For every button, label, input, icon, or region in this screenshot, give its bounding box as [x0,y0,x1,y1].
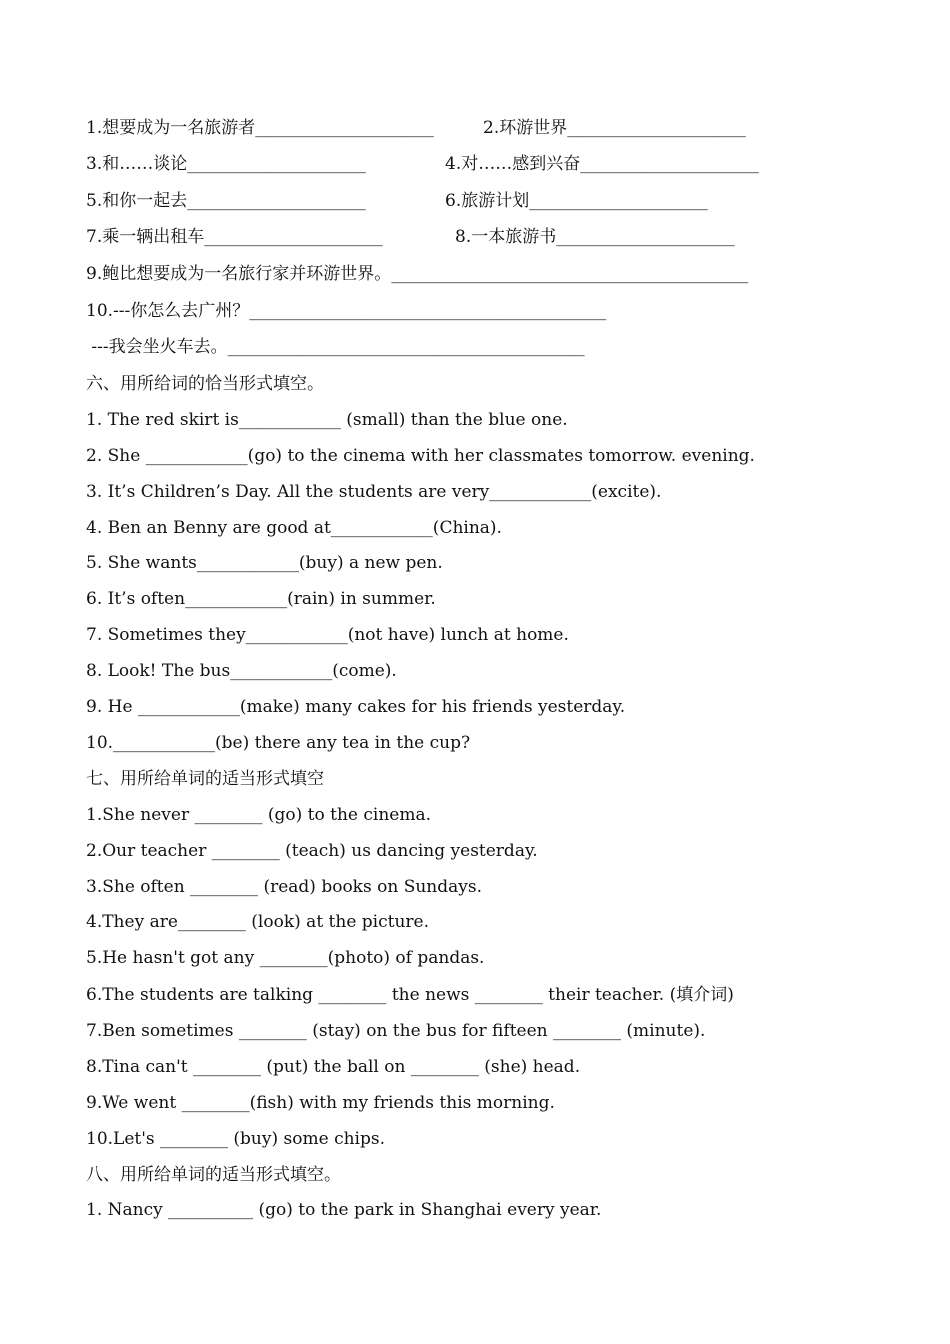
section7-item: 6.The students are talking ________ the news ________ their teacher. (填介词) [86,985,734,1005]
vocab-item-2: 2.环游世界_____________________ [483,118,746,138]
section8-item: 1. Nancy __________ (go) to the park in Shanghai every year. [86,1200,602,1220]
section7-item: 4.They are________ (look) at the picture. [86,912,430,932]
translate-item-10-answer: ---我会坐火车去。__________________________________________ [86,337,585,357]
section6-heading: 六、用所给词的恰当形式填空。 [86,374,324,394]
section7-item: 8.Tina can't ________ (put) the ball on ________ (she) head. [86,1057,581,1077]
section7-item: 1.She never ________ (go) to the cinema. [86,805,432,825]
section7-item: 9.We went ________(fish) with my friends this morning. [86,1093,555,1113]
section7-item: 3.She often ________ (read) books on Sundays. [86,877,482,897]
section7-heading: 七、用所给单词的适当形式填空 [86,769,324,789]
vocab-item-4: 4.对……感到兴奋_____________________ [445,154,759,174]
section7-item: 7.Ben sometimes ________ (stay) on the bus for fifteen ________ (minute). [86,1021,706,1041]
section7-item: 5.He hasn't got any ________(photo) of pandas. [86,948,485,968]
section6-item: 8. Look! The bus____________(come). [86,661,397,681]
vocab-item-3: 3.和……谈论_____________________ [86,154,366,174]
vocab-item-5: 5.和你一起去_____________________ [86,191,366,211]
section6-item: 6. It’s often____________(rain) in summer. [86,589,436,609]
section6-item: 5. She wants____________(buy) a new pen. [86,553,443,573]
section6-item: 7. Sometimes they____________(not have) lunch at home. [86,625,569,645]
section6-item: 9. He ____________(make) many cakes for his friends yesterday. [86,697,626,717]
section7-item: 2.Our teacher ________ (teach) us dancing yesterday. [86,841,538,861]
vocab-item-1: 1.想要成为一名旅游者_____________________ [86,118,434,138]
translate-item-9: 9.鲍比想要成为一名旅行家并环游世界。__________________________________________ [86,264,749,284]
section6-item: 2. She ____________(go) to the cinema with her classmates tomorrow. evening. [86,446,755,466]
section6-item: 10.____________(be) there any tea in the cup? [86,733,471,753]
section7-item: 10.Let's ________ (buy) some chips. [86,1129,385,1149]
section6-item: 4. Ben an Benny are good at____________(China). [86,518,502,538]
vocab-item-6: 6.旅游计划_____________________ [445,191,708,211]
vocab-item-7: 7.乘一辆出租车_____________________ [86,227,383,247]
vocab-item-8: 8.一本旅游书_____________________ [455,227,735,247]
section6-item: 3. It’s Children’s Day. All the students are very____________(excite). [86,482,662,502]
section8-heading: 八、用所给单词的适当形式填空。 [86,1165,341,1185]
translate-item-10: 10.---你怎么去广州？__________________________________________ [86,301,607,321]
section6-item: 1. The red skirt is____________ (small) than the blue one. [86,410,568,430]
